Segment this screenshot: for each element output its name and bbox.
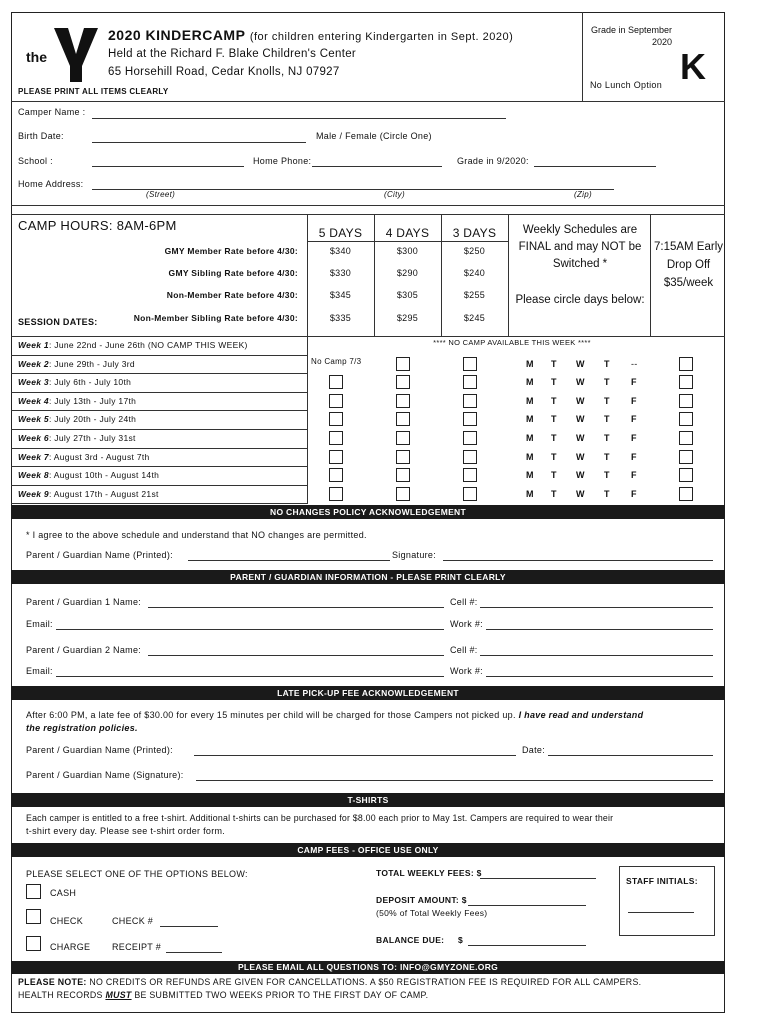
day-option[interactable]: M <box>526 451 534 462</box>
week-row-divider <box>11 448 307 449</box>
early-drop-checkbox[interactable] <box>679 357 693 371</box>
camper-name-field[interactable] <box>92 118 506 119</box>
day-option[interactable]: -- <box>631 358 638 369</box>
three-day-checkbox[interactable] <box>463 450 477 464</box>
zip-label: (Zip) <box>574 190 592 199</box>
title-main: 2020 KINDERCAMP <box>108 27 246 43</box>
fees-select-label: PLEASE SELECT ONE OF THE OPTIONS BELOW: <box>26 869 248 879</box>
rate-label-sibling: GMY Sibling Rate before 4/30: <box>168 268 298 278</box>
week-row <box>18 489 159 499</box>
guardian1-work-field[interactable] <box>486 629 713 630</box>
late-signature-label: Parent / Guardian Name (Signature): <box>26 770 184 780</box>
late-pickup-policies: the registration policies. <box>26 723 138 733</box>
day-option[interactable]: W <box>576 414 585 425</box>
rate-cell: $295 <box>396 313 419 323</box>
day-option[interactable]: T <box>604 358 610 369</box>
week-dates: : July 13th - July 17th <box>48 395 137 406</box>
week-dates: : July 6th - July 10th <box>48 377 132 388</box>
week-row <box>18 470 159 480</box>
guardian1-work-label: Work #: <box>450 619 483 629</box>
col-4-days: 4 DAYS <box>385 226 430 240</box>
no-camp-7-3: No Camp 7/3 <box>311 357 362 366</box>
cash-checkbox[interactable] <box>26 884 41 899</box>
home-phone-label: Home Phone: <box>253 156 312 166</box>
balance-due-dollar: $ <box>458 935 464 945</box>
four-day-checkbox[interactable] <box>396 357 410 371</box>
three-day-checkbox[interactable] <box>463 412 477 426</box>
day-option[interactable]: W <box>576 488 585 499</box>
school-label: School : <box>18 156 53 166</box>
early-drop-checkbox[interactable] <box>679 487 693 501</box>
four-day-checkbox[interactable] <box>396 375 410 389</box>
week-dates: : July 20th - July 24th <box>48 414 137 425</box>
day-option[interactable]: T <box>604 488 610 499</box>
week-dates: : July 27th - July 31st <box>48 433 136 443</box>
day-option[interactable]: T <box>604 377 610 388</box>
week-row-divider <box>11 410 307 411</box>
day-option[interactable]: M <box>526 470 534 481</box>
tshirts-text-1: Each camper is entitled to a free t-shirt. Additional t-shirts can be purchased for $8.00 each prior to May 1st. Campers are required to wear their <box>26 813 614 823</box>
week-row-divider <box>11 355 307 356</box>
day-option[interactable]: F <box>631 451 637 462</box>
col-3-days: 3 DAYS <box>452 226 497 240</box>
week-row-divider <box>11 392 307 393</box>
five-day-checkbox[interactable] <box>329 375 343 389</box>
week-label: Week 4 <box>18 395 49 406</box>
staff-initials-label: STAFF INITIALS: <box>626 876 698 886</box>
day-option[interactable]: T <box>604 451 610 462</box>
ymca-logo <box>22 24 100 86</box>
deposit-amount-field[interactable] <box>468 905 586 906</box>
late-date-label: Date: <box>522 745 546 755</box>
late-printed-label: Parent / Guardian Name (Printed): <box>26 745 173 755</box>
grade-9-field[interactable] <box>534 166 656 167</box>
guardian-bar: PARENT / GUARDIAN INFORMATION - PLEASE PRINT CLEARLY <box>11 570 725 584</box>
camper-name-label: Camper Name : <box>18 107 86 117</box>
four-day-checkbox[interactable] <box>396 394 410 408</box>
balance-due-label: BALANCE DUE: <box>376 935 445 945</box>
day-option[interactable]: T <box>551 377 557 388</box>
five-day-checkbox[interactable] <box>329 431 343 445</box>
day-option[interactable]: M <box>526 433 534 443</box>
three-day-checkbox[interactable] <box>463 487 477 501</box>
camp-address: 65 Horsehill Road, Cedar Knolls, NJ 07927 <box>108 66 340 78</box>
footer-must: MUST <box>105 990 132 1000</box>
rate-cell: $240 <box>463 268 486 278</box>
print-clearly: PLEASE PRINT ALL ITEMS CLEARLY <box>18 87 169 96</box>
charge-label: CHARGE <box>50 942 91 952</box>
three-day-checkbox[interactable] <box>463 431 477 445</box>
three-day-checkbox[interactable] <box>463 468 477 482</box>
receipt-number-field[interactable] <box>166 952 222 953</box>
title-sub: (for children entering Kindergarten in Sept. 2020) <box>249 31 514 43</box>
footer-note-1-text: NO CREDITS OR REFUNDS ARE GIVEN FOR CANCELLATIONS. A $50 REGISTRATION FEE IS REQUIRED FOR ALL CAMPERS. <box>89 977 642 987</box>
five-day-checkbox[interactable] <box>329 394 343 408</box>
four-day-checkbox[interactable] <box>396 412 410 426</box>
late-date-field[interactable] <box>548 755 713 756</box>
early-drop-checkbox[interactable] <box>679 375 693 389</box>
day-option[interactable]: T <box>551 433 557 443</box>
day-option[interactable]: W <box>576 433 585 443</box>
week-row <box>18 452 150 462</box>
week-row-divider <box>11 429 307 430</box>
guardian2-name-label: Parent / Guardian 2 Name: <box>26 645 142 655</box>
charge-checkbox[interactable] <box>26 936 41 951</box>
four-day-checkbox[interactable] <box>396 450 410 464</box>
day-option[interactable]: M <box>526 488 534 499</box>
weekly-schedule-note: Weekly Schedules are FINAL and may NOT be Switched * <box>518 224 642 270</box>
week-label: Week 1 <box>18 340 49 350</box>
footer-note-2 <box>18 990 428 1000</box>
week-label: Week 6 <box>18 433 49 443</box>
tshirts-text-2: t-shirt every day. Please see t-shirt order form. <box>26 826 226 836</box>
day-option[interactable]: F <box>631 414 637 425</box>
week-row-divider <box>11 466 307 467</box>
early-drop-checkbox[interactable] <box>679 431 693 445</box>
week-row-divider <box>11 373 307 374</box>
logo-the-text: the <box>26 49 47 65</box>
total-weekly-fees-label: TOTAL WEEKLY FEES: $ <box>376 868 482 878</box>
three-day-checkbox[interactable] <box>463 357 477 371</box>
rate-cell: $305 <box>396 290 419 300</box>
city-label: (City) <box>384 190 405 199</box>
check-label: CHECK <box>50 916 84 926</box>
no-camp-week-1: **** NO CAMP AVAILABLE THIS WEEK **** <box>433 338 591 347</box>
three-day-checkbox[interactable] <box>463 375 477 389</box>
guardian2-cell-field[interactable] <box>480 655 713 656</box>
day-option[interactable]: F <box>631 395 637 406</box>
rate-cell: $255 <box>463 290 486 300</box>
check-number-label: CHECK # <box>112 916 154 926</box>
day-option[interactable]: W <box>576 395 585 406</box>
rate-cell: $245 <box>463 313 486 323</box>
week-dates: : August 10th - August 14th <box>48 470 160 481</box>
guardian2-cell-label: Cell #: <box>450 645 478 655</box>
policy-parent-printed-label: Parent / Guardian Name (Printed): <box>26 550 173 560</box>
day-option[interactable]: F <box>631 470 637 481</box>
day-option[interactable]: T <box>551 358 557 369</box>
rate-cell: $335 <box>329 313 352 323</box>
grade-label: Grade in September 2020 <box>590 25 672 47</box>
total-weekly-fees-field[interactable] <box>480 878 596 879</box>
day-option[interactable]: T <box>604 470 610 481</box>
policy-parent-printed-field[interactable] <box>188 560 390 561</box>
late-pickup-text <box>26 710 643 720</box>
policy-signature-field[interactable] <box>443 560 713 561</box>
footer-note-1 <box>18 977 641 987</box>
rate-label-member: GMY Member Rate before 4/30: <box>164 246 298 256</box>
email-bar: PLEASE EMAIL ALL QUESTIONS TO: INFO@GMYZONE.ORG <box>11 961 725 974</box>
guardian1-email-label: Email: <box>26 619 53 629</box>
week-label: Week 3 <box>18 377 49 388</box>
week-row <box>18 433 136 443</box>
footer-note-2a: HEALTH RECORDS <box>18 990 103 1000</box>
five-day-checkbox[interactable] <box>329 487 343 501</box>
day-option[interactable]: W <box>576 470 585 481</box>
tshirts-bar: T-SHIRTS <box>11 793 725 807</box>
check-number-field[interactable] <box>160 926 218 927</box>
day-option[interactable]: F <box>631 377 637 388</box>
col-5-days: 5 DAYS <box>318 226 363 240</box>
guardian2-work-label: Work #: <box>450 666 483 676</box>
week-label: Week 9 <box>18 488 49 499</box>
three-day-checkbox[interactable] <box>463 394 477 408</box>
rate-cell: $290 <box>396 268 419 278</box>
rate-label-nonmember: Non-Member Rate before 4/30: <box>166 290 298 300</box>
street-label: (Street) <box>146 190 176 199</box>
early-drop-checkbox[interactable] <box>679 450 693 464</box>
circle-days-note: Please circle days below: <box>515 294 645 306</box>
day-option[interactable]: M <box>526 395 534 406</box>
ymca-logo-icon <box>22 24 100 86</box>
late-pickup-text-understand: I have read and understand <box>518 710 644 720</box>
guardian2-name-field[interactable] <box>148 655 444 656</box>
day-option[interactable]: F <box>631 488 637 499</box>
rate-cell: $340 <box>329 246 352 256</box>
policy-signature-label: Signature: <box>392 550 437 560</box>
week-dates: : June 29th - July 3rd <box>48 358 135 369</box>
guardian1-cell-field[interactable] <box>480 607 713 608</box>
deposit-note: (50% of Total Weekly Fees) <box>376 908 488 918</box>
gender-label[interactable]: Male / Female (Circle One) <box>316 131 432 141</box>
camp-fees-bar: CAMP FEES - OFFICE USE ONLY <box>11 843 725 857</box>
late-pickup-text-main: After 6:00 PM, a late fee of $30.00 for every 15 minutes per child will be charged for those Campers not picked up. <box>26 710 516 720</box>
camp-hours: CAMP HOURS: 8AM-6PM <box>18 218 177 233</box>
birth-date-label: Birth Date: <box>18 131 64 141</box>
late-signature-field[interactable] <box>196 780 713 781</box>
guardian2-work-field[interactable] <box>486 676 713 677</box>
day-option[interactable]: T <box>604 433 610 443</box>
week-row <box>18 396 136 406</box>
footer-note-2b: BE SUBMITTED TWO WEEKS PRIOR TO THE FIRST DAY OF CAMP. <box>134 990 429 1000</box>
policy-agree: * I agree to the above schedule and understand that NO changes are permitted. <box>26 530 367 540</box>
rate-cell: $250 <box>463 246 486 256</box>
four-day-checkbox[interactable] <box>396 487 410 501</box>
day-option[interactable]: M <box>526 414 534 425</box>
grade-k: K <box>680 46 707 87</box>
birth-date-field[interactable] <box>92 142 306 143</box>
deposit-amount-label: DEPOSIT AMOUNT: $ <box>376 895 467 905</box>
balance-due-field[interactable] <box>468 945 586 946</box>
cash-label: CASH <box>50 888 77 898</box>
week-row <box>18 377 131 387</box>
week-label: Week 7 <box>18 451 49 462</box>
day-option[interactable]: T <box>604 414 610 425</box>
guardian1-cell-label: Cell #: <box>450 597 478 607</box>
guardian2-email-field[interactable] <box>56 676 444 677</box>
five-day-checkbox[interactable] <box>329 450 343 464</box>
early-drop-checkbox[interactable] <box>679 468 693 482</box>
late-printed-field[interactable] <box>194 755 516 756</box>
early-drop-checkbox[interactable] <box>679 412 693 426</box>
staff-initials-field[interactable] <box>628 912 694 913</box>
five-day-checkbox[interactable] <box>329 468 343 482</box>
late-pickup-bar: LATE PICK-UP FEE ACKNOWLEDGEMENT <box>11 686 725 700</box>
held-at: Held at the Richard F. Blake Children's Center <box>108 48 357 60</box>
day-option[interactable]: W <box>576 377 585 388</box>
day-option[interactable]: T <box>551 451 557 462</box>
week-dates: : June 22nd - June 26th (NO CAMP THIS WEEK) <box>48 340 248 350</box>
guardian2-email-label: Email: <box>26 666 53 676</box>
session-dates-label: SESSION DATES: <box>18 317 98 327</box>
school-field[interactable] <box>92 166 244 167</box>
week-row <box>18 414 136 424</box>
home-address-label: Home Address: <box>18 179 84 189</box>
receipt-number-label: RECEIPT # <box>112 942 162 952</box>
rate-label-nonmember-sibling: Non-Member Sibling Rate before 4/30: <box>133 313 298 323</box>
guardian1-email-field[interactable] <box>56 629 444 630</box>
day-option[interactable]: T <box>551 414 557 425</box>
rate-cell: $330 <box>329 268 352 278</box>
please-note-label: PLEASE NOTE: <box>18 977 87 987</box>
check-checkbox[interactable] <box>26 909 41 924</box>
week-row <box>18 340 248 350</box>
week-dates: : August 17th - August 21st <box>48 488 159 499</box>
grade-9-label: Grade in 9/2020: <box>457 156 529 166</box>
day-option[interactable]: M <box>526 358 534 369</box>
day-option[interactable]: F <box>631 433 637 443</box>
home-phone-field[interactable] <box>312 166 442 167</box>
day-option[interactable]: T <box>551 395 557 406</box>
guardian1-name-label: Parent / Guardian 1 Name: <box>26 597 142 607</box>
guardian1-name-field[interactable] <box>148 607 444 608</box>
week-label: Week 2 <box>18 358 49 369</box>
week-dates: : August 3rd - August 7th <box>48 451 150 462</box>
rate-cell: $345 <box>329 290 352 300</box>
week-row-divider <box>11 485 307 486</box>
rate-cell: $300 <box>396 246 419 256</box>
four-day-checkbox[interactable] <box>396 468 410 482</box>
five-day-checkbox[interactable] <box>329 412 343 426</box>
week-row <box>18 359 135 369</box>
no-lunch-option: No Lunch Option <box>590 80 663 90</box>
four-day-checkbox[interactable] <box>396 431 410 445</box>
early-drop-checkbox[interactable] <box>679 394 693 408</box>
day-option[interactable]: T <box>604 395 610 406</box>
week-label: Week 8 <box>18 470 49 481</box>
policy-bar: NO CHANGES POLICY ACKNOWLEDGEMENT <box>11 505 725 519</box>
day-option[interactable]: T <box>551 488 557 499</box>
form-title <box>108 27 513 43</box>
day-option[interactable]: W <box>576 358 585 369</box>
early-drop-off: 7:15AM Early Drop Off $35/week <box>653 241 724 289</box>
day-option[interactable]: W <box>576 451 585 462</box>
day-option[interactable]: T <box>551 470 557 481</box>
day-option[interactable]: M <box>526 377 534 388</box>
week-label: Week 5 <box>18 414 49 425</box>
